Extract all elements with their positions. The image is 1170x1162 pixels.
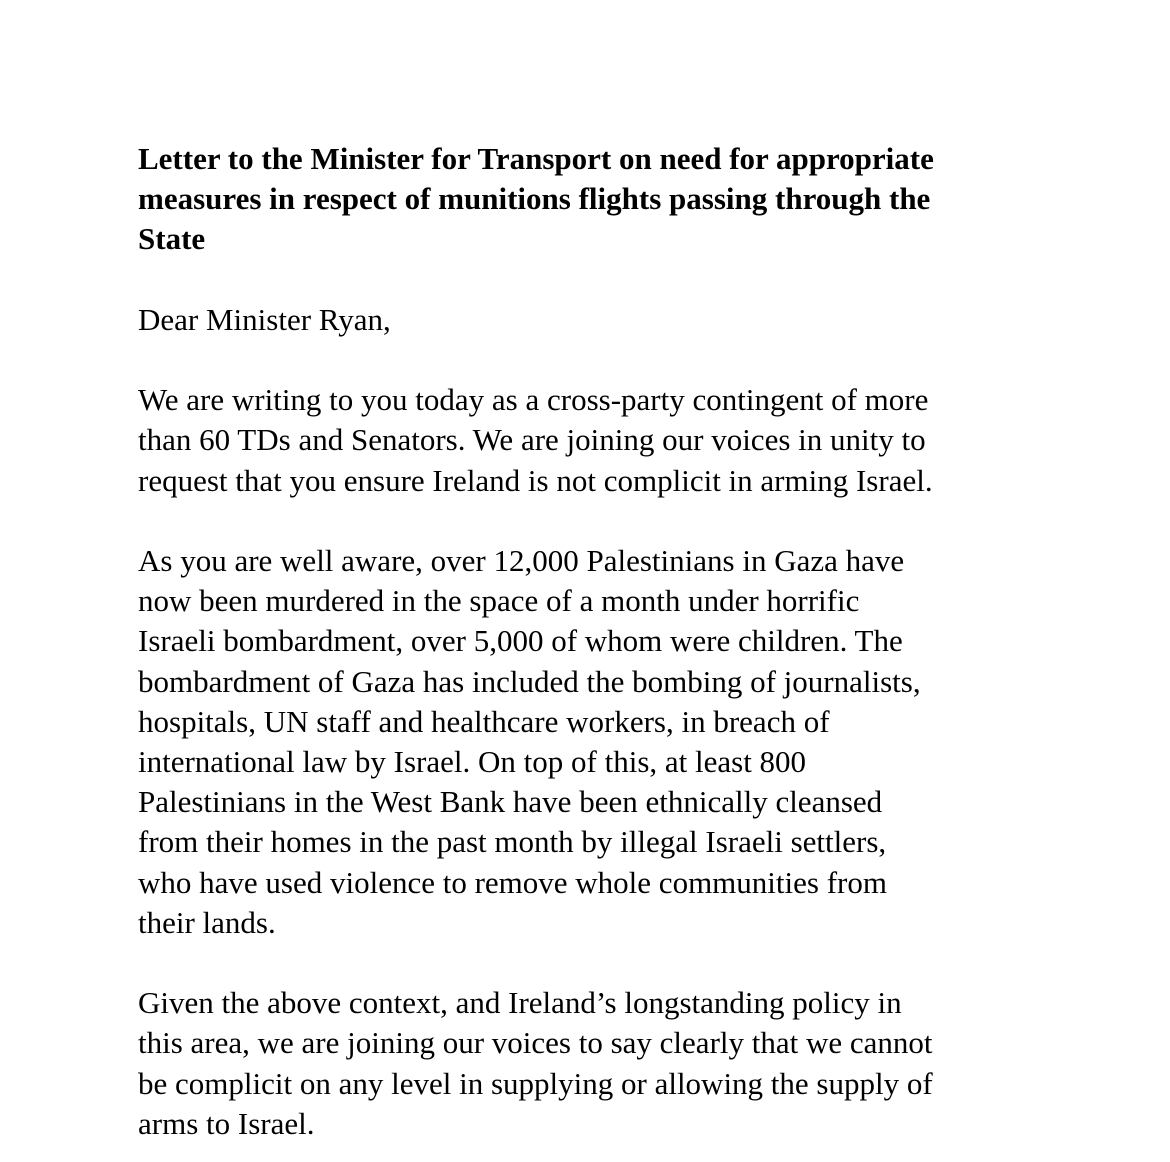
paragraph-line: be complicit on any level in supplying or allowing the supply of: [138, 1065, 933, 1101]
paragraph-1: [138, 380, 1038, 501]
paragraph-line: who have used violence to remove whole communities from: [138, 864, 887, 900]
paragraph-line: We are writing to you today as a cross-party contingent of more: [138, 382, 929, 418]
paragraph-line: from their homes in the past month by illegal Israeli settlers,: [138, 824, 887, 860]
letter-body: [138, 139, 1038, 1144]
paragraph-2: [138, 541, 1038, 943]
paragraph-line: now been murdered in the space of a month under horrific: [138, 583, 860, 619]
salutation: [138, 300, 1038, 340]
title-line: measures in respect of munitions flights passing through the: [138, 181, 931, 217]
title-line: Letter to the Minister for Transport on need for appropriate: [138, 141, 934, 176]
spacer: [138, 501, 1038, 541]
spacer: [138, 943, 1038, 983]
spacer: [138, 340, 1038, 380]
title-line: State: [138, 221, 206, 257]
salutation-text: Dear Minister Ryan,: [138, 301, 391, 337]
paragraph-line: hospitals, UN staff and healthcare workers, in breach of: [138, 703, 830, 739]
paragraph-line: than 60 TDs and Senators. We are joining our voices in unity to: [138, 422, 926, 458]
paragraph-line: this area, we are joining our voices to say clearly that we cannot: [138, 1025, 933, 1061]
paragraph-line: Palestinians in the West Bank have been ethnically cleansed: [138, 784, 883, 820]
paragraph-line: As you are well aware, over 12,000 Palestinians in Gaza have: [138, 542, 905, 578]
paragraph-line: bombardment of Gaza has included the bombing of journalists,: [138, 663, 921, 699]
spacer: [138, 260, 1038, 300]
letter-title: [138, 139, 1038, 260]
paragraph-line: arms to Israel.: [138, 1105, 315, 1141]
paragraph-line: request that you ensure Ireland is not complicit in arming Israel.: [138, 462, 933, 498]
paragraph-line: international law by Israel. On top of this, at least 800: [138, 744, 807, 779]
paragraph-line: Given the above context, and Ireland’s longstanding policy in: [138, 985, 902, 1021]
paragraph-line: their lands.: [138, 904, 276, 940]
paragraph-3: [138, 983, 1038, 1144]
paragraph-line: Israeli bombardment, over 5,000 of whom were children. The: [138, 623, 903, 659]
